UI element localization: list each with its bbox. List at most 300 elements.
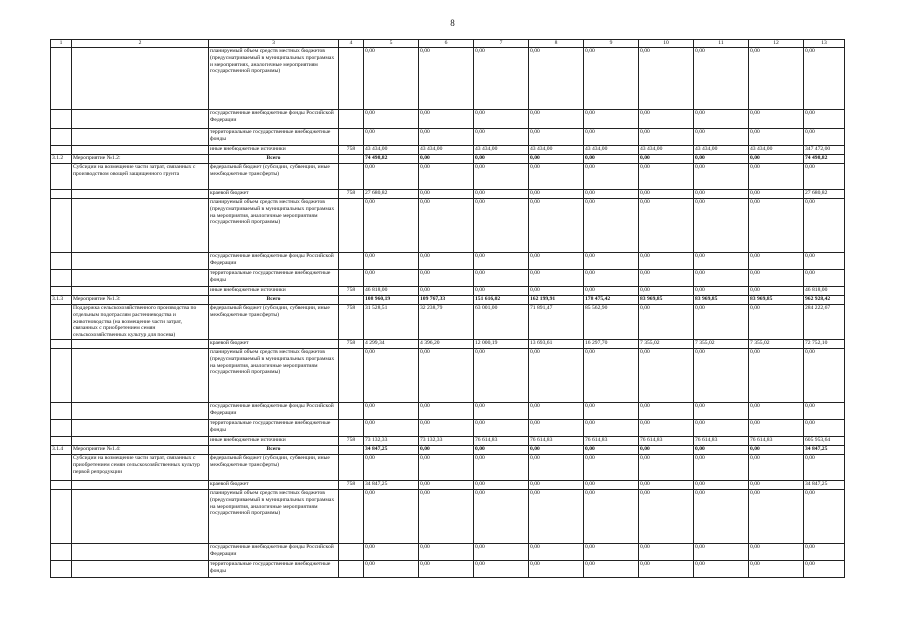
budget-code <box>339 454 364 480</box>
amount-cell: 0,00 <box>749 190 804 199</box>
amount-cell: 0,00 <box>694 419 749 436</box>
amount-cell: 0,00 <box>474 190 529 199</box>
amount-cell: 76 614,83 <box>584 436 639 445</box>
amount-cell: 109 767,33 <box>419 296 474 305</box>
amount-cell: 347 472,00 <box>804 146 845 155</box>
budget-code <box>339 129 364 146</box>
amount-cell: 83 969,85 <box>639 296 694 305</box>
table-row <box>51 445 845 454</box>
amount-cell: 0,00 <box>584 129 639 146</box>
amount-cell: 0,00 <box>584 560 639 577</box>
amount-cell: 0,00 <box>529 129 584 146</box>
amount-cell: 0,00 <box>364 48 419 110</box>
amount-cell: 74 498,82 <box>364 155 419 164</box>
amount-cell: 0,00 <box>749 489 804 543</box>
funding-source: государственные внебюджетные фонды Российской Федерации <box>209 253 339 270</box>
amount-cell: 0,00 <box>804 419 845 436</box>
column-number-cell: 5 <box>364 40 419 48</box>
column-number-cell: 12 <box>749 40 804 48</box>
funding-source: государственные внебюджетные фонды Российской Федерации <box>209 110 339 129</box>
amount-cell: 0,00 <box>364 419 419 436</box>
amount-cell: 0,00 <box>364 253 419 270</box>
table-row <box>51 480 845 489</box>
budget-code: 758 <box>339 287 364 296</box>
measure-title <box>72 419 209 436</box>
amount-cell: 0,00 <box>639 48 694 110</box>
subsection-number <box>51 543 72 560</box>
amount-cell: 0,00 <box>639 560 694 577</box>
amount-cell: 0,00 <box>529 480 584 489</box>
budget-code <box>339 445 364 454</box>
funding-source: территориальные государственные внебюджетные фонды <box>209 419 339 436</box>
funding-source: территориальные государственные внебюджетные фонды <box>209 560 339 577</box>
amount-cell: 0,00 <box>529 348 584 402</box>
amount-cell: 0,00 <box>474 253 529 270</box>
amount-cell: 0,00 <box>364 560 419 577</box>
amount-cell: 0,00 <box>474 445 529 454</box>
amount-cell: 0,00 <box>749 454 804 480</box>
amount-cell: 16 297,70 <box>584 339 639 348</box>
subsection-number <box>51 339 72 348</box>
measure-title: Мероприятие №1.4: <box>72 445 209 454</box>
amount-cell: 43 434,00 <box>364 146 419 155</box>
budget-code: 758 <box>339 190 364 199</box>
measure-title <box>72 480 209 489</box>
measure-title <box>72 489 209 543</box>
amount-cell: 34 847,25 <box>804 480 845 489</box>
amount-cell: 43 434,00 <box>639 146 694 155</box>
amount-cell: 0,00 <box>474 454 529 480</box>
amount-cell: 34 847,25 <box>364 445 419 454</box>
amount-cell: 0,00 <box>419 48 474 110</box>
funding-source: федеральный бюджет (субсидии, субвенции, иные межбюджетные трансферты) <box>209 305 339 340</box>
amount-cell: 0,00 <box>694 129 749 146</box>
amount-cell: 0,00 <box>529 155 584 164</box>
measure-title: Субсидии на возмещение части затрат, связанных с приобретением семян сельскохозяйственных культур первой репродукции <box>72 454 209 480</box>
funding-source: территориальные государственные внебюджетные фонды <box>209 129 339 146</box>
subsection-number <box>51 560 72 577</box>
amount-cell: 0,00 <box>529 253 584 270</box>
measure-title <box>72 48 209 110</box>
amount-cell: 85 562,90 <box>584 305 639 340</box>
amount-cell: 0,00 <box>584 419 639 436</box>
amount-cell: 0,00 <box>364 164 419 190</box>
amount-cell: 27 680,82 <box>364 190 419 199</box>
amount-cell: 0,00 <box>474 348 529 402</box>
amount-cell: 0,00 <box>529 164 584 190</box>
amount-cell: 0,00 <box>474 419 529 436</box>
table-row <box>51 146 845 155</box>
measure-title: Мероприятие №1.2: <box>72 155 209 164</box>
table-row <box>51 489 845 543</box>
amount-cell: 0,00 <box>639 190 694 199</box>
table-row <box>51 305 845 340</box>
subsection-number <box>51 480 72 489</box>
amount-cell: 0,00 <box>529 199 584 253</box>
amount-cell: 0,00 <box>749 445 804 454</box>
column-number-cell: 7 <box>474 40 529 48</box>
table-row <box>51 110 845 129</box>
amount-cell: 0,00 <box>749 164 804 190</box>
budget-code <box>339 419 364 436</box>
amount-cell: 43 434,00 <box>584 146 639 155</box>
amount-cell: 0,00 <box>474 287 529 296</box>
subsection-number <box>51 287 72 296</box>
funding-source: краевой бюджет <box>209 190 339 199</box>
amount-cell: 0,00 <box>639 454 694 480</box>
amount-cell: 162 199,91 <box>529 296 584 305</box>
amount-cell: 74 498,82 <box>804 155 845 164</box>
budget-code <box>339 543 364 560</box>
amount-cell: 0,00 <box>419 155 474 164</box>
amount-cell: 0,00 <box>419 199 474 253</box>
amount-cell: 0,00 <box>474 480 529 489</box>
measure-title <box>72 129 209 146</box>
amount-cell: 0,00 <box>639 445 694 454</box>
amount-cell: 72 752,10 <box>804 339 845 348</box>
amount-cell: 7 355,02 <box>694 339 749 348</box>
amount-cell: 12 000,19 <box>474 339 529 348</box>
budget-table <box>50 39 845 578</box>
amount-cell: 43 434,00 <box>474 146 529 155</box>
amount-cell: 0,00 <box>694 402 749 419</box>
amount-cell: 0,00 <box>749 129 804 146</box>
subsection-number <box>51 199 72 253</box>
funding-source: Всего <box>209 445 339 454</box>
amount-cell: 0,00 <box>419 480 474 489</box>
amount-cell: 83 969,85 <box>694 296 749 305</box>
column-number-cell: 2 <box>72 40 209 48</box>
amount-cell: 76 614,83 <box>639 436 694 445</box>
amount-cell: 0,00 <box>364 199 419 253</box>
funding-source: планируемый объем средств местных бюджетов (предусматриваемый в муниципальных программах на мероприятия, аналогичные мероприятиям государственной программы) <box>209 199 339 253</box>
amount-cell: 0,00 <box>639 155 694 164</box>
amount-cell: 0,00 <box>639 164 694 190</box>
amount-cell: 0,00 <box>694 199 749 253</box>
amount-cell: 0,00 <box>749 480 804 489</box>
amount-cell: 0,00 <box>694 190 749 199</box>
amount-cell: 0,00 <box>419 129 474 146</box>
column-number-cell: 9 <box>584 40 639 48</box>
funding-source: краевой бюджет <box>209 480 339 489</box>
measure-title: Субсидии на возмещение части затрат, связанных с производством овощей защищенного грунта <box>72 164 209 190</box>
table-row <box>51 253 845 270</box>
amount-cell: 0,00 <box>584 110 639 129</box>
budget-code: 758 <box>339 436 364 445</box>
amount-cell: 0,00 <box>694 287 749 296</box>
budget-code <box>339 48 364 110</box>
amount-cell: 0,00 <box>749 560 804 577</box>
table-row <box>51 164 845 190</box>
amount-cell: 0,00 <box>694 110 749 129</box>
budget-code <box>339 296 364 305</box>
table-row <box>51 155 845 164</box>
amount-cell: 0,00 <box>584 48 639 110</box>
amount-cell: 0,00 <box>639 199 694 253</box>
amount-cell: 46 818,00 <box>804 287 845 296</box>
column-number-cell: 3 <box>209 40 339 48</box>
budget-code <box>339 253 364 270</box>
subsection-number: 3.1.3 <box>51 296 72 305</box>
amount-cell: 0,00 <box>584 348 639 402</box>
funding-source: планируемый объем средств местных бюджетов (предусматриваемый в муниципальных программах и мероприятиях, аналогичные мероприятиям государственной программы) <box>209 48 339 110</box>
amount-cell: 0,00 <box>584 543 639 560</box>
amount-cell: 0,00 <box>419 419 474 436</box>
measure-title <box>72 543 209 560</box>
column-number-cell: 13 <box>804 40 845 48</box>
budget-code <box>339 199 364 253</box>
table-row <box>51 454 845 480</box>
amount-cell: 0,00 <box>694 270 749 287</box>
amount-cell: 0,00 <box>419 348 474 402</box>
amount-cell: 151 616,02 <box>474 296 529 305</box>
amount-cell: 46 818,00 <box>364 287 419 296</box>
amount-cell: 0,00 <box>529 402 584 419</box>
amount-cell: 0,00 <box>694 164 749 190</box>
measure-title <box>72 287 209 296</box>
amount-cell: 4 396,20 <box>419 339 474 348</box>
amount-cell: 0,00 <box>584 199 639 253</box>
budget-code: 758 <box>339 146 364 155</box>
amount-cell: 0,00 <box>419 560 474 577</box>
amount-cell: 0,00 <box>474 489 529 543</box>
budget-code <box>339 402 364 419</box>
funding-source: иные внебюджетные источники <box>209 287 339 296</box>
amount-cell: 0,00 <box>804 543 845 560</box>
amount-cell: 0,00 <box>804 454 845 480</box>
amount-cell: 0,00 <box>639 110 694 129</box>
amount-cell: 31 528,51 <box>364 305 419 340</box>
amount-cell: 0,00 <box>529 543 584 560</box>
amount-cell: 178 475,42 <box>584 296 639 305</box>
measure-title <box>72 402 209 419</box>
subsection-number <box>51 402 72 419</box>
amount-cell: 0,00 <box>804 270 845 287</box>
subsection-number <box>51 110 72 129</box>
amount-cell: 0,00 <box>694 253 749 270</box>
amount-cell: 0,00 <box>804 199 845 253</box>
table-row <box>51 436 845 445</box>
amount-cell: 0,00 <box>749 348 804 402</box>
subsection-number <box>51 129 72 146</box>
amount-cell: 0,00 <box>364 110 419 129</box>
table-row <box>51 129 845 146</box>
funding-source: федеральный бюджет (субсидии, субвенции, иные межбюджетные трансферты) <box>209 164 339 190</box>
amount-cell: 0,00 <box>749 199 804 253</box>
amount-cell: 0,00 <box>639 305 694 340</box>
amount-cell: 0,00 <box>529 190 584 199</box>
measure-title <box>72 190 209 199</box>
table-row <box>51 402 845 419</box>
amount-cell: 43 434,00 <box>529 146 584 155</box>
amount-cell: 76 614,83 <box>474 436 529 445</box>
budget-code <box>339 110 364 129</box>
measure-title <box>72 348 209 402</box>
amount-cell: 0,00 <box>694 454 749 480</box>
amount-cell: 0,00 <box>419 543 474 560</box>
amount-cell: 83 969,85 <box>749 296 804 305</box>
subsection-number <box>51 270 72 287</box>
amount-cell: 0,00 <box>749 305 804 340</box>
amount-cell: 0,00 <box>749 543 804 560</box>
amount-cell: 63 001,00 <box>474 305 529 340</box>
amount-cell: 0,00 <box>804 348 845 402</box>
amount-cell: 0,00 <box>529 560 584 577</box>
budget-code <box>339 560 364 577</box>
amount-cell: 43 434,00 <box>749 146 804 155</box>
amount-cell: 0,00 <box>639 480 694 489</box>
amount-cell: 0,00 <box>584 287 639 296</box>
table-row <box>51 419 845 436</box>
amount-cell: 0,00 <box>364 402 419 419</box>
amount-cell: 0,00 <box>474 402 529 419</box>
amount-cell: 0,00 <box>749 419 804 436</box>
amount-cell: 0,00 <box>584 270 639 287</box>
amount-cell: 0,00 <box>364 348 419 402</box>
amount-cell: 0,00 <box>584 489 639 543</box>
table-row <box>51 560 845 577</box>
amount-cell: 73 132,33 <box>419 436 474 445</box>
amount-cell: 0,00 <box>474 560 529 577</box>
subsection-number <box>51 164 72 190</box>
amount-cell: 0,00 <box>804 560 845 577</box>
budget-code <box>339 155 364 164</box>
amount-cell: 0,00 <box>584 454 639 480</box>
amount-cell: 27 680,82 <box>804 190 845 199</box>
amount-cell: 0,00 <box>639 270 694 287</box>
amount-cell: 0,00 <box>749 287 804 296</box>
amount-cell: 76 614,83 <box>529 436 584 445</box>
column-number-row <box>51 40 845 48</box>
amount-cell: 71 891,47 <box>529 305 584 340</box>
amount-cell: 0,00 <box>639 489 694 543</box>
amount-cell: 0,00 <box>694 305 749 340</box>
funding-source: Всего <box>209 155 339 164</box>
amount-cell: 0,00 <box>694 155 749 164</box>
table-row <box>51 348 845 402</box>
amount-cell: 0,00 <box>584 164 639 190</box>
funding-source: Всего <box>209 296 339 305</box>
funding-source: краевой бюджет <box>209 339 339 348</box>
amount-cell: 76 614,83 <box>694 436 749 445</box>
amount-cell: 43 434,00 <box>419 146 474 155</box>
subsection-number <box>51 489 72 543</box>
column-number-cell: 4 <box>339 40 364 48</box>
amount-cell: 0,00 <box>694 348 749 402</box>
amount-cell: 0,00 <box>419 253 474 270</box>
amount-cell: 0,00 <box>419 402 474 419</box>
subsection-number <box>51 48 72 110</box>
subsection-number <box>51 190 72 199</box>
table-row <box>51 270 845 287</box>
budget-code <box>339 164 364 190</box>
amount-cell: 0,00 <box>529 454 584 480</box>
amount-cell: 0,00 <box>419 270 474 287</box>
subsection-number <box>51 146 72 155</box>
table-row <box>51 48 845 110</box>
measure-title <box>72 146 209 155</box>
amount-cell: 0,00 <box>749 402 804 419</box>
measure-title: Поддержка сельскохозяйственного производства по отдельным подотраслям растениеводства и животноводства (на возмещение части затрат, связанных с приобретением семян сельскохозяйственных культур для посева) <box>72 305 209 340</box>
amount-cell: 0,00 <box>474 155 529 164</box>
amount-cell: 0,00 <box>804 253 845 270</box>
subsection-number <box>51 436 72 445</box>
budget-code <box>339 348 364 402</box>
funding-source: иные внебюджетные источники <box>209 146 339 155</box>
subsection-number: 3.1.2 <box>51 155 72 164</box>
measure-title <box>72 199 209 253</box>
amount-cell: 0,00 <box>529 445 584 454</box>
amount-cell: 0,00 <box>804 402 845 419</box>
amount-cell: 0,00 <box>584 155 639 164</box>
funding-source: планируемый объем средств местных бюджетов (предусматриваемый в муниципальных программах на мероприятия, аналогичные мероприятиям государственной программы) <box>209 348 339 402</box>
amount-cell: 0,00 <box>804 489 845 543</box>
amount-cell: 34 847,25 <box>804 445 845 454</box>
amount-cell: 0,00 <box>419 110 474 129</box>
amount-cell: 0,00 <box>584 480 639 489</box>
table-row <box>51 543 845 560</box>
amount-cell: 0,00 <box>639 348 694 402</box>
budget-code <box>339 489 364 543</box>
budget-code <box>339 270 364 287</box>
amount-cell: 284 222,67 <box>804 305 845 340</box>
funding-source: планируемый объем средств местных бюджетов (предусматриваемый в муниципальных программах на мероприятия, аналогичные мероприятиям государственной программы) <box>209 489 339 543</box>
amount-cell: 7 355,02 <box>749 339 804 348</box>
subsection-number <box>51 253 72 270</box>
measure-title <box>72 253 209 270</box>
amount-cell: 73 132,33 <box>364 436 419 445</box>
amount-cell: 0,00 <box>529 419 584 436</box>
amount-cell: 0,00 <box>639 287 694 296</box>
amount-cell: 0,00 <box>364 489 419 543</box>
funding-source: федеральный бюджет (субсидии, субвенции, иные межбюджетные трансферты) <box>209 454 339 480</box>
amount-cell: 0,00 <box>474 543 529 560</box>
table-row <box>51 287 845 296</box>
amount-cell: 0,00 <box>364 543 419 560</box>
amount-cell: 0,00 <box>529 48 584 110</box>
amount-cell: 0,00 <box>639 402 694 419</box>
column-number-cell: 10 <box>639 40 694 48</box>
amount-cell: 0,00 <box>474 48 529 110</box>
amount-cell: 0,00 <box>474 270 529 287</box>
amount-cell: 0,00 <box>474 164 529 190</box>
amount-cell: 0,00 <box>639 129 694 146</box>
amount-cell: 0,00 <box>749 155 804 164</box>
amount-cell: 76 614,83 <box>749 436 804 445</box>
amount-cell: 0,00 <box>804 48 845 110</box>
measure-title: Мероприятие №1.3: <box>72 296 209 305</box>
amount-cell: 43 434,00 <box>694 146 749 155</box>
budget-code: 758 <box>339 305 364 340</box>
amount-cell: 0,00 <box>804 129 845 146</box>
amount-cell: 32 238,79 <box>419 305 474 340</box>
funding-source: государственные внебюджетные фонды Российской Федерации <box>209 543 339 560</box>
amount-cell: 0,00 <box>694 489 749 543</box>
amount-cell: 0,00 <box>364 129 419 146</box>
amount-cell: 962 928,42 <box>804 296 845 305</box>
amount-cell: 0,00 <box>694 48 749 110</box>
amount-cell: 0,00 <box>749 110 804 129</box>
subsection-number <box>51 454 72 480</box>
amount-cell: 0,00 <box>474 199 529 253</box>
amount-cell: 0,00 <box>694 560 749 577</box>
amount-cell: 0,00 <box>529 270 584 287</box>
budget-code: 758 <box>339 339 364 348</box>
amount-cell: 0,00 <box>419 489 474 543</box>
amount-cell: 0,00 <box>694 543 749 560</box>
amount-cell: 0,00 <box>584 445 639 454</box>
amount-cell: 0,00 <box>584 190 639 199</box>
